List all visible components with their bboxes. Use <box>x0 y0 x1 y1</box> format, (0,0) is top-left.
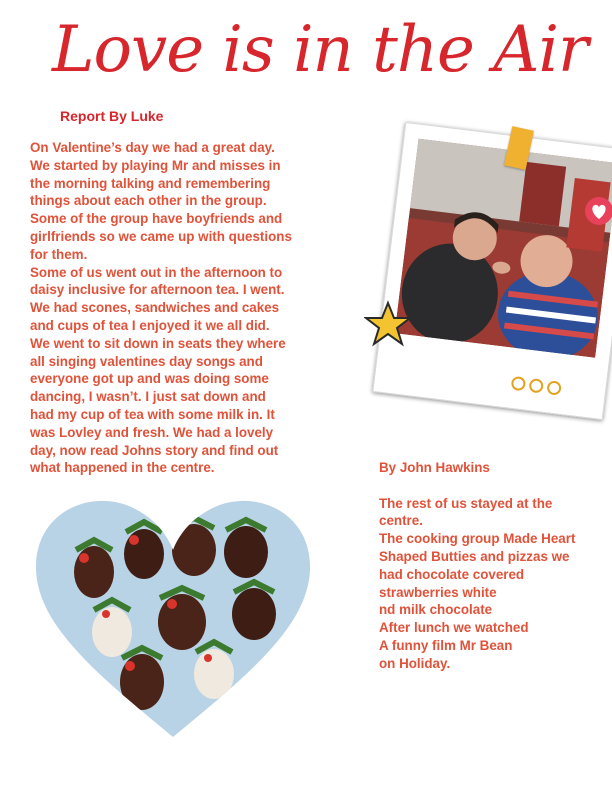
byline-luke: Report By Luke <box>60 108 164 124</box>
story-line: had chocolate covered <box>379 566 525 582</box>
story-line: girlfriends so we came up with questions <box>30 228 292 244</box>
page-title: Love is in the Air <box>52 13 588 87</box>
story-line: Shaped Butties and pizzas we <box>379 548 570 564</box>
dot-icon <box>528 378 544 394</box>
strawberry <box>172 518 216 576</box>
story-line: all singing valentines day songs and <box>30 353 263 369</box>
story-line: day, now read Johns story and find out <box>30 442 279 458</box>
chocolate-strawberries-heart-photo <box>34 492 312 742</box>
john-story <box>379 459 594 673</box>
story-line: what happened in the centre. <box>30 460 215 476</box>
story-line: We went to sit down in seats they where <box>30 335 286 351</box>
story-line: dancing, I wasn’t. I just sat down and <box>30 389 266 405</box>
story-line: and cups of tea I enjoyed it we all did. <box>30 317 270 333</box>
strawberry <box>224 520 268 578</box>
byline-john: By John Hawkins <box>379 460 490 475</box>
star-icon <box>364 300 412 348</box>
strawberry <box>194 642 234 699</box>
dot-icon <box>511 376 527 392</box>
valentines-party-photo <box>395 139 612 358</box>
story-line: A funny film Mr Bean <box>379 637 513 653</box>
strawberry <box>92 600 132 657</box>
story-line: on Holiday. <box>379 655 451 671</box>
strawberry <box>232 582 276 640</box>
story-line: the morning talking and remembering <box>30 175 271 191</box>
story-line: Some of us went out in the afternoon to <box>30 264 283 280</box>
story-line: things about each other in the group. <box>30 193 267 209</box>
story-line: After lunch we watched <box>379 620 529 636</box>
story-line: was Lovley and fresh. We had a lovely <box>30 424 274 440</box>
story-line: had my cup of tea with some milk in. It <box>30 406 275 422</box>
dot-icon <box>546 380 562 396</box>
strawberry <box>120 648 164 710</box>
story-line: strawberries white <box>379 584 497 600</box>
strawberry <box>158 588 206 650</box>
luke-story <box>30 139 340 477</box>
story-line: for them. <box>30 246 88 262</box>
heart-speech-bubble-icon <box>582 196 612 230</box>
story-line: daisy inclusive for afternoon tea. I went. <box>30 282 285 298</box>
polaroid-dots <box>510 376 566 401</box>
story-line: We started by playing Mr and misses in <box>30 157 281 173</box>
story-line: nd milk chocolate <box>379 602 493 618</box>
story-line: We had scones, sandwiches and cakes <box>30 300 280 316</box>
story-line: Some of the group have boyfriends and <box>30 211 283 227</box>
polaroid-photo-frame <box>372 122 612 420</box>
strawberry <box>124 522 164 579</box>
story-line: The rest of us stayed at the <box>379 495 553 511</box>
story-line: everyone got up and was doing some <box>30 371 269 387</box>
story-line: centre. <box>379 513 423 529</box>
story-line: The cooking group Made Heart <box>379 531 576 547</box>
story-line: On Valentine’s day we had a great day. <box>30 140 275 155</box>
strawberry <box>74 540 114 598</box>
